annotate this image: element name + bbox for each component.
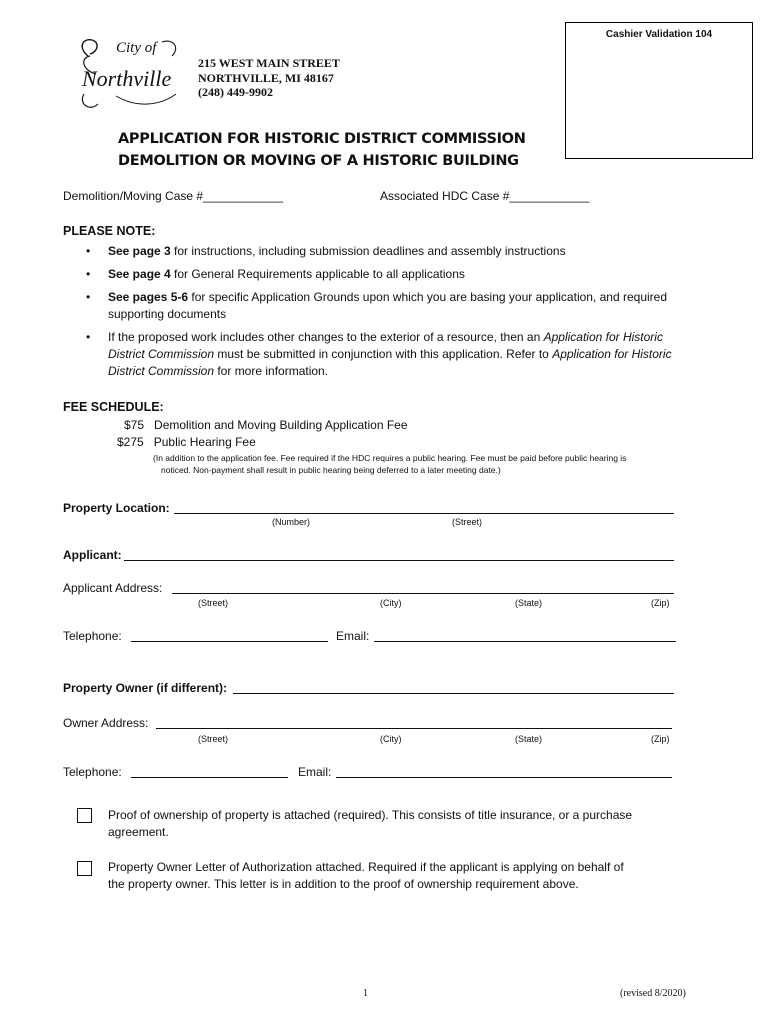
applicant-email-label: Email:: [336, 629, 370, 643]
checkbox-text-line: Proof of ownership of property is attached (required). This consists of title insurance, or a purchase: [108, 808, 633, 822]
owner-email-label: Email:: [298, 765, 332, 779]
letter-of-authorization-text: [108, 859, 708, 893]
list-item: [86, 266, 686, 283]
city-address: [198, 56, 340, 100]
street-sublabel: (Street): [198, 598, 229, 608]
owner-email-input[interactable]: [336, 765, 672, 778]
fee-footnote-line-2: noticed. Non-payment shall result in public hearing being deferred to a later meeting date.): [161, 465, 501, 475]
city-sublabel: (City): [380, 734, 402, 744]
proof-of-ownership-text: [108, 807, 708, 841]
fee-footnote-line-1: (In addition to the application fee. Fee required if the HDC requires a public hearing. Fee must be paid before public hearing is: [153, 453, 627, 463]
note-text: for more information.: [214, 364, 329, 378]
address-street: 215 WEST MAIN STREET: [198, 56, 340, 70]
cashier-validation-label: Cashier Validation 104: [605, 29, 713, 40]
property-location-label: [63, 501, 170, 515]
note-bold-text: See page 4: [108, 267, 171, 281]
checkbox-text-line: agreement.: [108, 825, 169, 839]
address-phone: (248) 449-9902: [198, 85, 273, 99]
applicant-telephone-input[interactable]: [131, 629, 328, 642]
note-italic-text: Application for Historic District Commission: [108, 330, 663, 361]
zip-sublabel: (Zip): [651, 598, 670, 608]
property-location-input[interactable]: [174, 501, 674, 514]
city-sublabel: (City): [380, 598, 402, 608]
bullet-icon: •: [86, 330, 91, 344]
applicant-label: Applicant:: [63, 548, 122, 562]
list-item: [86, 243, 686, 260]
fee-row: [124, 417, 408, 434]
associated-hdc-case-field[interactable]: Associated HDC Case #____________: [380, 189, 590, 203]
logo-text-main: Northville: [82, 66, 172, 91]
title-line-2: DEMOLITION OR MOVING OF A HISTORIC BUILDING: [118, 153, 519, 169]
applicant-email-input[interactable]: [374, 629, 676, 642]
note-text: must be submitted in conjunction with this application. Refer to: [214, 347, 553, 361]
note-bold-text: See pages 5-6: [108, 290, 189, 304]
please-note-heading: PLEASE NOTE:: [63, 224, 156, 238]
checkbox-text-line: the property owner. This letter is in addition to the proof of ownership requirement above.: [108, 877, 579, 891]
property-location-text: Property Location:: [63, 501, 170, 515]
fee-footnote: [153, 452, 713, 476]
address-city: NORTHVILLE, MI 48167: [198, 70, 334, 85]
note-text: for General Requirements applicable to all applications: [170, 267, 465, 281]
fee-row: [117, 434, 256, 451]
fee-schedule-heading: FEE SCHEDULE:: [63, 400, 164, 414]
note-text: for specific Application Grounds upon which you are basing your application, and required supporting documents: [108, 290, 668, 321]
state-sublabel: (State): [515, 598, 543, 608]
checkbox-text-line: Property Owner Letter of Authorization attached. Required if the applicant is applying on behalf of: [108, 860, 624, 874]
applicant-address-input[interactable]: [172, 581, 674, 594]
page-number: 1: [363, 988, 368, 999]
city-of-northville-logo: [76, 34, 186, 114]
demolition-case-field[interactable]: Demolition/Moving Case #____________: [63, 189, 284, 203]
document-title: [118, 128, 526, 172]
applicant-input[interactable]: [124, 548, 674, 561]
note-italic-text: Application for Historic District Commission: [108, 347, 672, 378]
note-bold-text: See page 3: [108, 244, 171, 258]
fee-label: Demolition and Moving Building Application Fee: [154, 418, 408, 432]
cashier-validation-box: [565, 22, 753, 159]
logo-text-top: City of: [116, 40, 157, 56]
proof-of-ownership-checkbox[interactable]: [77, 808, 92, 823]
owner-telephone-label: Telephone:: [63, 765, 122, 779]
owner-address-input[interactable]: [156, 716, 672, 729]
street-sublabel: (Street): [198, 734, 229, 744]
revised-date: (revised 8/2020): [620, 988, 686, 999]
note-text: If the proposed work includes other changes to the exterior of a resource, then an: [108, 330, 544, 344]
street-sublabel: (Street): [452, 517, 483, 527]
notes-list: [86, 243, 686, 386]
note-text: for instructions, including submission deadlines and assembly instructions: [170, 244, 566, 258]
list-item: [86, 289, 686, 323]
letter-of-authorization-checkbox[interactable]: [77, 861, 92, 876]
fee-amount: $75: [124, 418, 145, 432]
fee-amount: $275: [117, 435, 144, 449]
list-item: [86, 329, 686, 380]
owner-address-label: Owner Address:: [63, 716, 149, 730]
fee-label: Public Hearing Fee: [153, 435, 256, 449]
logo-graphic: [76, 34, 186, 114]
applicant-telephone-label: Telephone:: [63, 629, 122, 643]
bullet-icon: •: [86, 267, 91, 281]
property-owner-label: Property Owner (if different):: [63, 681, 228, 695]
bullet-icon: •: [86, 244, 91, 258]
owner-telephone-input[interactable]: [131, 765, 288, 778]
applicant-address-label: Applicant Address:: [63, 581, 163, 595]
state-sublabel: (State): [515, 734, 543, 744]
zip-sublabel: (Zip): [651, 734, 670, 744]
bullet-icon: •: [86, 290, 91, 304]
title-line-1: APPLICATION FOR HISTORIC DISTRICT COMMISSION: [118, 131, 526, 147]
number-sublabel: (Number): [272, 517, 311, 527]
property-owner-input[interactable]: [233, 681, 674, 694]
